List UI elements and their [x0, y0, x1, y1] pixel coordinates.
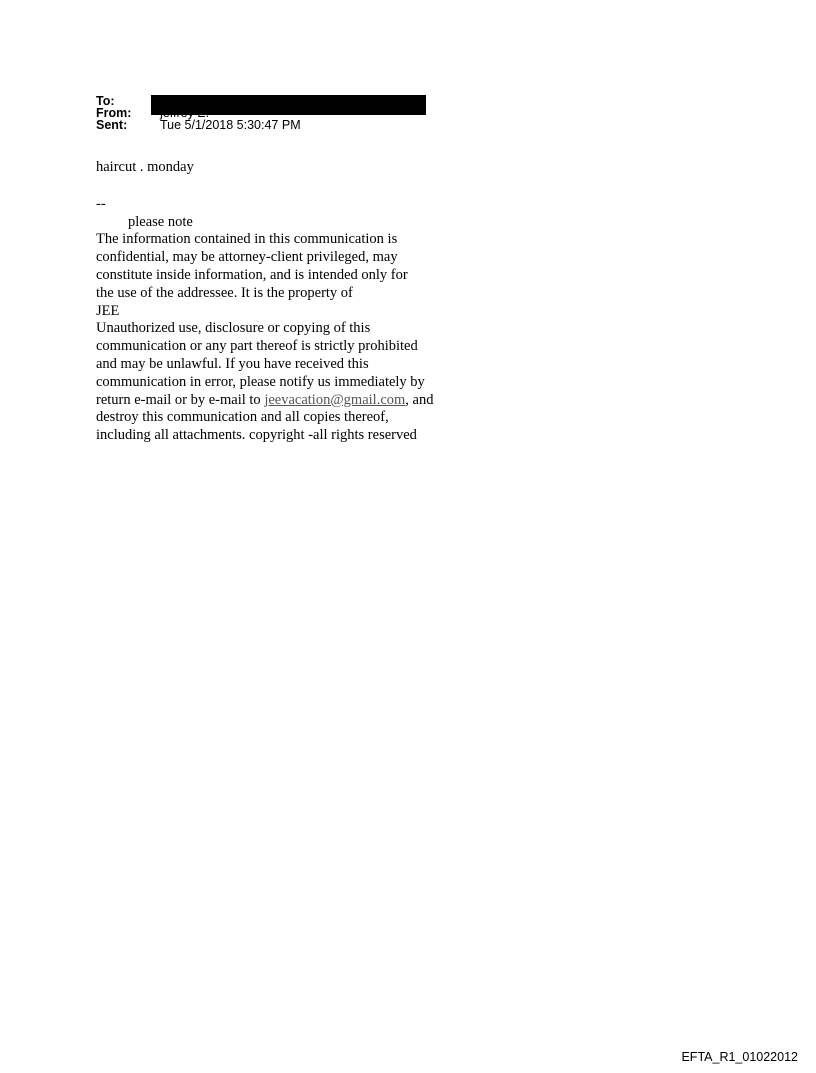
- disclaimer-line: constitute inside information, and is intended only for: [96, 266, 408, 283]
- sent-value: Tue 5/1/2018 5:30:47 PM: [160, 118, 301, 132]
- disclaimer-line: the use of the addressee. It is the property of: [96, 284, 353, 301]
- email-header: [96, 95, 426, 131]
- return-line-suffix: , and: [405, 391, 434, 408]
- return-line-prefix: return e-mail or by e-mail to: [96, 391, 265, 408]
- to-row: [96, 95, 426, 107]
- message-text: haircut . monday: [96, 159, 194, 175]
- sent-row: [96, 119, 426, 131]
- disclaimer-return-line: [96, 392, 476, 410]
- signature-separator: --: [96, 195, 106, 212]
- document-id: EFTA_R1_01022012: [681, 1050, 798, 1064]
- email-body: [96, 159, 476, 445]
- disclaimer-line: Unauthorized use, disclosure or copying of this: [96, 320, 371, 337]
- disclaimer-line: communication in error, please notify us immediately by: [96, 373, 425, 390]
- disclaimer-line: including all attachments. copyright -all rights reserved: [96, 427, 417, 444]
- disclaimer-line: The information contained in this communication is: [96, 231, 398, 248]
- disclaimer-line: confidential, may be attorney-client privileged, may: [96, 249, 398, 266]
- redaction-block: [151, 95, 426, 115]
- from-label: From:: [96, 106, 132, 120]
- disclaimer-line: communication or any part thereof is strictly prohibited: [96, 338, 418, 355]
- note-heading: please note: [128, 213, 193, 230]
- email-link[interactable]: jeevacation@gmail.com: [264, 391, 406, 408]
- disclaimer-line: JEE: [96, 302, 120, 319]
- disclaimer-line: destroy this communication and all copies thereof,: [96, 409, 389, 426]
- to-label: To:: [96, 94, 115, 108]
- disclaimer-line: and may be unlawful. If you have received this: [96, 355, 369, 372]
- sent-label: Sent:: [96, 118, 128, 132]
